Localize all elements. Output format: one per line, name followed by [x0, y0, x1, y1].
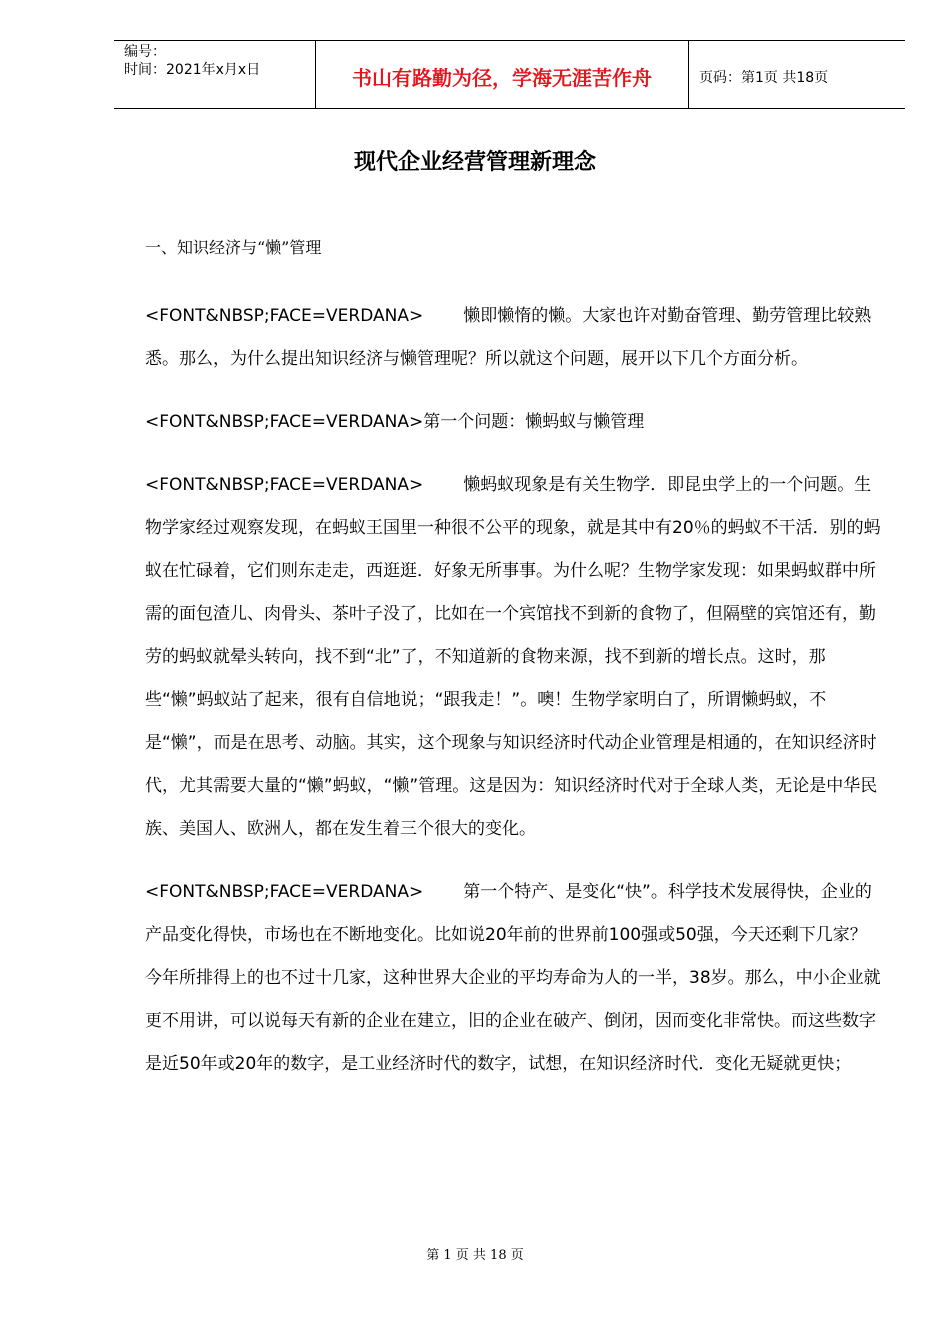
paragraph-text: 第一个问题：懒蚂蚁与懒管理 [423, 412, 645, 432]
page-footer: 第 1 页 共 18 页 [426, 1248, 524, 1263]
document-date-label: 时间：2021年x月x日 [124, 62, 261, 78]
document-number-label: 编号： [124, 44, 166, 60]
page-header [114, 40, 905, 109]
document-body [145, 226, 883, 1106]
html-tag-text: <FONT&NBSP;FACE=VERDANA> [145, 306, 424, 326]
section-heading: 一、知识经济与“懒”管理 [145, 238, 322, 257]
paragraph-text: 懒蚂蚁现象是有关生物学．即昆虫学上的一个问题。生物学家经过观察发现，在蚂蚁王国里一种很不公平的现象，就是其中有20％的蚂蚁不干活．别的蚂蚁在忙碌着，它们则东走走，西逛逛．好象无所事事。为什么呢？生物学家发现：如果蚂蚁群中所需的面包渣儿、肉骨头、茶叶子没了，比如在一个宾馆找不到新的食物了，但隔壁的宾馆还有，勤劳的蚂蚁就晕头转向，找不到“北”了，不知道新的食物来源，找不到新的增长点。这时，那些“懒”蚂蚁站了起来，很有自信地说；“跟我走！”。噢！生物学家明白了，所谓懒蚂蚁，不是“懒”，而是在思考、动脑。其实，这个现象与知识经济时代动企业管理是相通的，在知识经济时代，尤其需要大量的“懒”蚂蚁，“懒”管理。这是因为：知识经济时代对于全球人类，无论是中华民族、美国人、欧洲人，都在发生着三个很大的变化。 [145, 475, 881, 839]
html-tag-text: <FONT&NBSP;FACE=VERDANA> [145, 412, 424, 432]
header-motto: 书山有路勤为径，学海无涯苦作舟 [316, 41, 689, 108]
paragraph-text: 懒即懒惰的懒。大家也许对勤奋管理、勤劳管理比较熟悉。那么，为什么提出知识经济与懒管理呢？所以就这个问题，展开以下几个方面分析。 [145, 306, 872, 369]
document-title: 现代企业经营管理新理念 [353, 149, 596, 175]
paragraph-1 [145, 295, 883, 381]
html-tag-text: <FONT&NBSP;FACE=VERDANA> [145, 882, 424, 902]
paragraph-text: 第一个特产、是变化“快”。科学技术发展得快，企业的产品变化得快，市场也在不断地变化。比如说20年前的世界前100强或50强，今天还剩下几家？今年所排得上的也不过十几家，这种世界大企业的平均寿命为人的一半，38岁。那么，中小企业就更不用讲，可以说每天有新的企业在建立，旧的企业在破产、倒闭，因而变化非常快。而这些数字是近50年或20年的数字，是工业经济时代的数字，试想，在知识经济时代．变化无疑就更快； [145, 882, 881, 1074]
paragraph-2 [145, 401, 883, 444]
header-meta [114, 41, 316, 108]
paragraph-4 [145, 871, 883, 1086]
header-page-number: 页码：第1页 共18页 [699, 69, 829, 86]
paragraph-3 [145, 464, 883, 851]
html-tag-text: <FONT&NBSP;FACE=VERDANA> [145, 475, 424, 495]
